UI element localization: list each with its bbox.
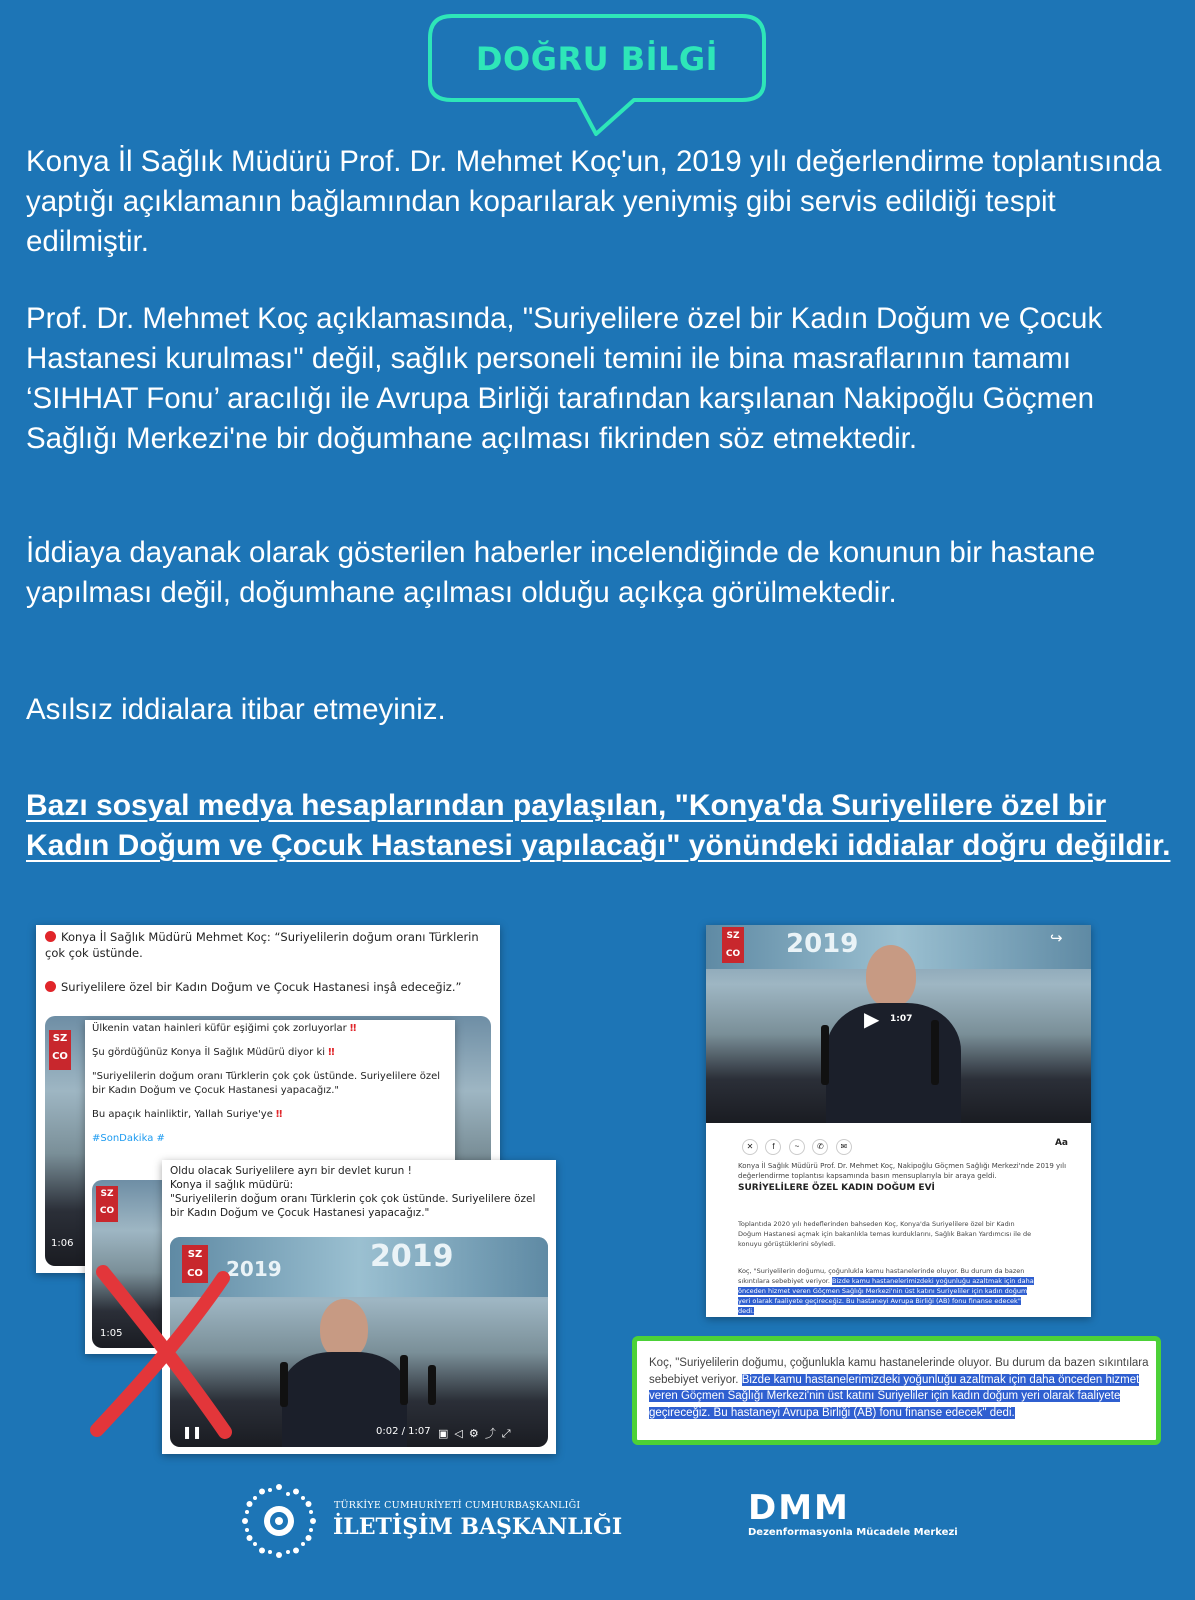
whatsapp-icon[interactable]: ✆ <box>812 1139 828 1155</box>
iletisim-emblem-icon <box>238 1480 320 1562</box>
banner-year: 2019 <box>226 1257 282 1281</box>
banner-logo: SZ CO <box>722 927 744 963</box>
post2-text <box>92 1022 448 1146</box>
play-icon[interactable]: ▶ <box>864 1007 880 1031</box>
red-circle-icon <box>45 931 56 942</box>
zoom-plain-text: Koç, "Suriyelilerin doğumu, çoğunlukla kamu hastanelerinde oluyor. Bu durum da bazen sıkıntılara sebebiyet veriyor. <box>649 1357 1149 1386</box>
post1-text <box>45 929 485 995</box>
zoom-highlight-text: Bizde kamu hastanelerimizdeki yoğunluğu azaltmak için daha önceden hizmet veren Göçmen Sağlığı Merkezi'nin üst katını Suriyeliler için kadın doğum yeri olarak faaliyete geçireceğiz. Bu hastaneyi Avrupa Birliği (AB) fonu finanse edecek" dedi. <box>649 1373 1140 1419</box>
post2-line1: Ülkenin vatan hainleri küfür eşiğimi çok zorluyorlar <box>92 1023 347 1034</box>
post1-line1: Konya İl Sağlık Müdürü Mehmet Koç: “Suriyelilerin doğum oranı Türklerin çok çok üstünde. <box>45 930 479 960</box>
double-exclamation-icon: ‼ <box>276 1109 283 1120</box>
paragraph-3: İddiaya dayanak olarak gösterilen haberler incelendiğinde de konunun bir hastane yapılması değil, doğumhane açılması olduğu açıkça görülmektedir. <box>26 536 1096 609</box>
banner-logo: SZ CO <box>96 1186 118 1222</box>
post3-line1: Oldu olacak Suriyelilere ayrı bir devlet kurun ! <box>170 1165 412 1177</box>
post3-line2: Konya il sağlık müdürü: <box>170 1179 294 1191</box>
badge-label: DOĞRU BİLGİ <box>475 40 719 78</box>
microphone <box>400 1355 408 1405</box>
article-title: SURİYELİLERE ÖZEL KADIN DOĞUM EVİ <box>738 1183 935 1193</box>
double-exclamation-icon: ‼ <box>328 1047 335 1058</box>
post2-line3: "Suriyelilerin doğum oranı Türklerin çok çok üstünde. Suriyelilere özel bir Kadın Doğum ve Çocuk Hastanesi yapacağız." <box>92 1071 441 1096</box>
font-size-toggle[interactable]: Aa <box>1054 1138 1068 1148</box>
headline: Bazı sosyal medya hesaplarından paylaşılan, "Konya'da Suriyelilere özel bir Kadın Doğum ve Çocuk Hastanesi yapılacağı" yönündeki iddialar doğru değildir. <box>26 789 1171 862</box>
facebook-icon[interactable]: f <box>765 1139 781 1155</box>
paragraph-1: Konya İl Sağlık Müdürü Prof. Dr. Mehmet Koç'un, 2019 yılı değerlendirme toplantısında yaptığı açıklamanın bağlamından koparılarak yeniymiş gibi servis edildiği tespit edilmiştir. <box>26 145 1162 258</box>
microphone <box>931 1020 939 1085</box>
speaker-head <box>866 945 916 1007</box>
false-claim-cross-icon <box>85 1264 235 1440</box>
share-bar <box>742 1136 1072 1156</box>
dogru-bilgi-badge <box>428 14 766 138</box>
zoomed-quote-text <box>649 1355 1149 1421</box>
article-quote: Koç, "Suriyelilerin doğumu, çoğunlukla kamu hastanelerinde oluyor. Bu durum da bazen sıkıntılara sebebiyet veriyor. Bizde kamu hastanelerimizdeki yoğunluğu azaltmak için daha önceden hizmet veren Göçmen Sağlığı Merkezi'nin üst katını Suriyeliler için kadın doğum yeri olarak faaliyete geçireceğiz. Bu hastaneyi Avrupa Birliği (AB) fonu finanse edecek" dedi. <box>738 1267 1034 1315</box>
post2-line2: Şu gördüğünüz Konya İl Sağlık Müdürü diyor ki <box>92 1047 326 1058</box>
banner-year: 2019 <box>370 1239 454 1274</box>
article-video-time: 1:07 <box>890 1014 913 1024</box>
microphone <box>821 1025 829 1085</box>
news-article-screenshot <box>706 925 1091 1317</box>
post3-video-time: 0:02 / 1:07 <box>376 1426 431 1437</box>
post2-hashtag[interactable]: #SonDakika # <box>92 1133 165 1144</box>
pause-icon[interactable]: ❚❚ <box>182 1425 203 1439</box>
x-icon[interactable]: ✕ <box>742 1139 758 1155</box>
player-controls-icons[interactable]: ▣◁⚙⤴⤢ <box>438 1427 517 1440</box>
org-name-large: İLETİŞİM BAŞKANLIĞI <box>333 1514 623 1540</box>
article-video[interactable] <box>706 925 1091 1123</box>
org-name-small: TÜRKİYE CUMHURİYETİ CUMHURBAŞKANLIĞI <box>334 1500 581 1511</box>
messenger-icon[interactable]: ~ <box>789 1139 805 1155</box>
banner-logo: SZ CO <box>182 1245 208 1283</box>
post3-text <box>170 1164 550 1220</box>
dmm-caption: Dezenformasyonla Mücadele Merkezi <box>748 1527 958 1538</box>
post2-line4: Bu apaçık hainliktir, Yallah Suriye'ye <box>92 1109 273 1120</box>
share-arrow-icon[interactable]: ↪ <box>1050 929 1063 947</box>
post2-video-time: 1:05 <box>100 1328 123 1339</box>
microphone <box>428 1365 436 1405</box>
paragraph-4: Asılsız iddialara itibar etmeyiniz. <box>26 693 446 726</box>
zoomed-quote-box <box>632 1336 1161 1445</box>
article-intro: Konya İl Sağlık Müdürü Prof. Dr. Mehmet Koç, Nakipoğlu Göçmen Sağlığı Merkezi'nde 2019 yılı değerlendirme toplantısı kapsamında basın mensuplarıyla bir araya geldi. <box>738 1162 1067 1180</box>
red-circle-icon <box>45 981 56 992</box>
banner-year: 2019 <box>786 929 859 959</box>
post1-line2: Suriyelilere özel bir Kadın Doğum ve Çocuk Hastanesi inşâ edeceğiz.” <box>61 980 462 994</box>
post3-line3: "Suriyelilerin doğum oranı Türklerin çok çok üstünde. Suriyelilere özel bir Kadın Doğum ve Çocuk Hastanesi yapacağız." <box>170 1193 536 1219</box>
dmm-logo: DMM <box>748 1488 850 1528</box>
article-body: Toplantıda 2020 yılı hedeflerinden bahseden Koç, Konya'da Suriyelilere özel bir Kadın Doğum Hastanesi açmak için bakanlıkla temas kurduklarını, Sağlık Bakan Yardımcısı ile de konuyu görüştüklerini söyledi. <box>738 1220 1032 1248</box>
microphone <box>280 1362 288 1407</box>
double-exclamation-icon: ‼ <box>349 1023 357 1034</box>
paragraph-2: Prof. Dr. Mehmet Koç açıklamasında, "Suriyelilere özel bir Kadın Doğum ve Çocuk Hastanesi kurulması" değil, sağlık personeli temini ile bina masraflarının tamamı ‘SIHHAT Fonu’ aracılığı ile Avrupa Birliği tarafından karşılanan Nakipoğlu Göçmen Sağlığı Merkezi'ne bir doğumhane açılması fikrinden söz etmektedir. <box>26 302 1103 455</box>
banner-logo: SZ CO <box>49 1030 71 1070</box>
speaker-head <box>320 1299 368 1359</box>
post1-video-time: 1:06 <box>51 1238 74 1249</box>
mail-icon[interactable]: ✉ <box>836 1139 852 1155</box>
